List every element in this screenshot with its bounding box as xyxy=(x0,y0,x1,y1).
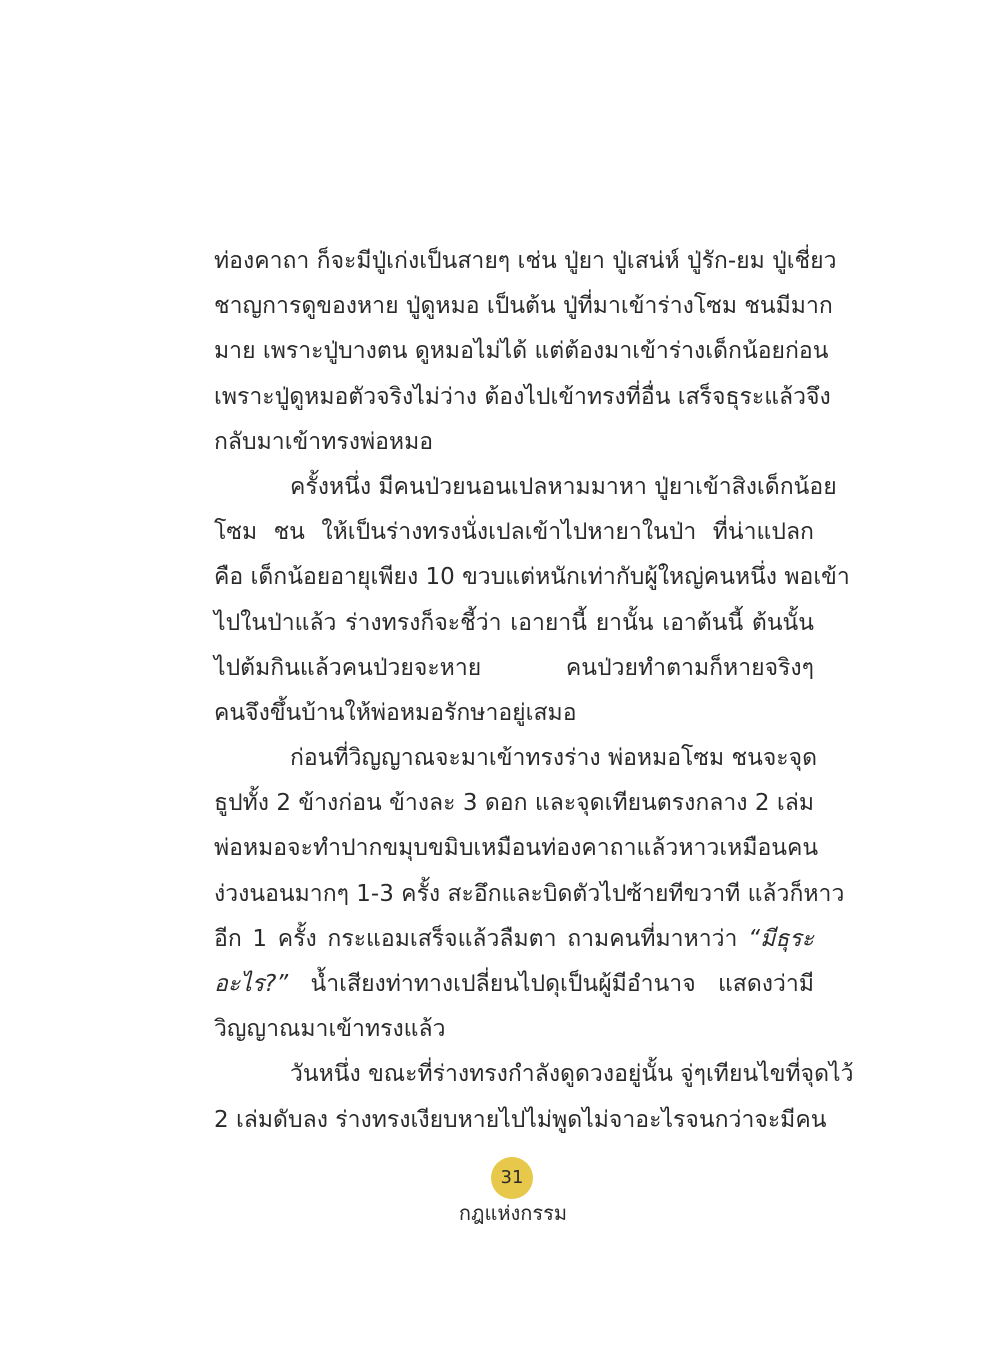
text-line xyxy=(214,917,814,962)
text-line-segment: น้ำเสียงท่าทางเปลี่ยนไปดุเป็นผู้มีอำนาจ แสดงว่ามี xyxy=(310,971,815,997)
text-line: มาย เพราะปู่บางตน ดูหมอไม่ได้ แต่ต้องมาเข้าร่างเด็กน้อยก่อน xyxy=(214,338,829,365)
text-line: เพราะปู่ดูหมอตัวจริงไม่ว่าง ต้องไปเข้าทรงที่อื่น เสร็จธุระแล้วจึง xyxy=(214,383,831,410)
body-text xyxy=(214,239,854,1143)
text-line: คนจึงขึ้นบ้านให้พ่อหมอรักษาอยู่เสมอ xyxy=(214,699,577,726)
book-title: กฎแห่งกรรม xyxy=(458,1201,568,1225)
quote-text: อะไร?” xyxy=(214,971,289,997)
paragraph-first-line: ครั้งหนึ่ง มีคนป่วยนอนเปลหามมาหา ปู่ยาเข้าสิงเด็กน้อย xyxy=(290,473,837,500)
text-line: พ่อหมอจะทำปากขมุบขมิบเหมือนท่องคาถาแล้วหาวเหมือนคน xyxy=(214,835,819,862)
page-number-badge: 31 xyxy=(491,1157,533,1199)
paragraph-first-line: วันหนึ่ง ขณะที่ร่างทรงกำลังดูดวงอยู่นั้น จู่ๆเทียนไขที่จุดไว้ xyxy=(290,1061,854,1088)
text-line: ชาญการดูของหาย ปู่ดูหมอ เป็นต้น ปู่ที่มาเข้าร่างโซม ชนมีมาก xyxy=(214,293,833,320)
text-line: ไปต้มกินแล้วคนป่วยจะหาย คนป่วยทำตามก็หายจริงๆ xyxy=(214,654,814,681)
text-line: ไปในป่าแล้ว ร่างทรงก็จะชี้ว่า เอายานี้ ยานั้น เอาต้นนี้ ต้นนั้น xyxy=(214,609,814,636)
text-line: ท่องคาถา ก็จะมีปู่เก่งเป็นสายๆ เช่น ปู่ยา ปู่เสน่ห์ ปู่รัก-ยม ปู่เชี่ยว xyxy=(214,248,837,274)
quote-text: “มีธุระ xyxy=(748,925,814,952)
text-line: 2 เล่มดับลง ร่างทรงเงียบหายไปไม่พูดไม่จาอะไรจนกว่าจะมีคน xyxy=(214,1106,827,1133)
paragraph-first-line: ก่อนที่วิญญาณจะมาเข้าทรงร่าง พ่อหมอโซม ชนจะจุด xyxy=(290,745,818,772)
text-line: ธูปทั้ง 2 ข้างก่อน ข้างละ 3 ดอก และจุดเทียนตรงกลาง 2 เล่ม xyxy=(214,790,814,817)
text-line xyxy=(214,962,814,1007)
text-line: กลับมาเข้าทรงพ่อหมอ xyxy=(214,428,434,455)
text-line: ง่วงนอนมากๆ 1-3 ครั้ง สะอึกและบิดตัวไปซ้ายทีขวาที แล้วก็หาว xyxy=(214,880,845,907)
text-line: คือ เด็กน้อยอายุเพียง 10 ขวบแต่หนักเท่ากับผู้ใหญ่คนหนึ่ง พอเข้า xyxy=(214,564,850,591)
text-line-segment: อีก 1 ครั้ง กระแอมเสร็จแล้วลืมตา ถามคนที่มาหาว่า xyxy=(214,925,738,952)
text-line: วิญญาณมาเข้าทรงแล้ว xyxy=(214,1016,446,1043)
text-line: โซม ชน ให้เป็นร่างทรงนั่งเปลเข้าไปหายาในป่า ที่น่าแปลก xyxy=(214,519,814,546)
